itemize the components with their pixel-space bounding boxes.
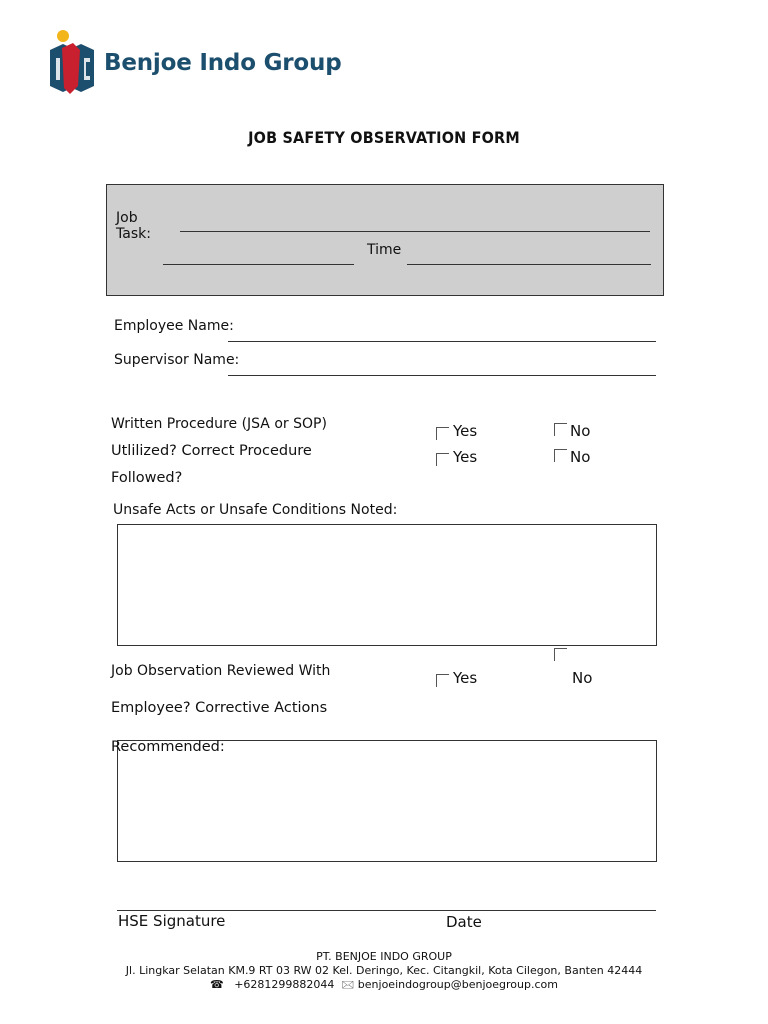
employee-name-label: Employee Name: (114, 318, 234, 334)
job-task-field[interactable] (180, 231, 650, 232)
supervisor-name-label: Supervisor Name: (114, 352, 240, 368)
q1-yes-checkbox[interactable] (436, 427, 449, 440)
time-label: Time (367, 242, 402, 258)
supervisor-name-field[interactable] (228, 375, 656, 376)
job-task-box (106, 184, 664, 296)
q2-yes-label: Yes (453, 448, 478, 466)
brand-name: Benjoe Indo Group (104, 50, 342, 76)
job-task-label: Job Task: (116, 210, 151, 242)
company-logo (46, 28, 98, 96)
review-yes-checkbox[interactable] (436, 674, 449, 687)
question-reviewed: Job Observation Reviewed With (111, 663, 331, 679)
footer-email: benjoeindogroup@benjoegroup.com (357, 978, 558, 991)
footer-company: PT. BENJOE INDO GROUP (316, 950, 452, 963)
recommended-label: Recommended: (111, 739, 225, 755)
q2-no-checkbox[interactable] (554, 449, 567, 462)
q2-no-label: No (570, 448, 591, 466)
review-no-checkbox[interactable] (554, 648, 567, 661)
footer-phone: +6281299882044 (234, 978, 335, 991)
date-label: Date (446, 913, 482, 931)
q1-no-label: No (570, 422, 591, 440)
question-corrective-actions: Employee? Corrective Actions (111, 700, 328, 716)
footer-address: Jl. Lingkar Selatan KM.9 RT 03 RW 02 Kel. Deringo, Kec. Citangkil, Kota Cilegon, Banten 42444 (125, 964, 643, 977)
date-field[interactable] (163, 264, 354, 265)
review-yes-label: Yes (453, 669, 478, 687)
q1-no-checkbox[interactable] (554, 423, 567, 436)
unsafe-acts-textbox[interactable] (117, 524, 657, 646)
footer-contact (0, 978, 768, 992)
employee-name-field[interactable] (228, 341, 656, 342)
signature-line[interactable] (117, 910, 656, 911)
corrective-actions-textbox[interactable] (117, 740, 657, 862)
review-no-label: No (572, 669, 593, 687)
question-written-procedure: Written Procedure (JSA or SOP) (111, 416, 327, 432)
q1-yes-label: Yes (453, 422, 478, 440)
question-correct-procedure: Utlilized? Correct Procedure (111, 443, 312, 459)
email-icon: 🖂 (341, 978, 355, 991)
q2-yes-checkbox[interactable] (436, 453, 449, 466)
time-field[interactable] (407, 264, 651, 265)
form-title: JOB SAFETY OBSERVATION FORM (248, 128, 520, 147)
hse-signature-label: HSE Signature (118, 912, 226, 930)
question-followed: Followed? (111, 470, 183, 486)
unsafe-acts-label: Unsafe Acts or Unsafe Conditions Noted: (113, 502, 398, 518)
phone-icon: ☎ (210, 978, 224, 991)
